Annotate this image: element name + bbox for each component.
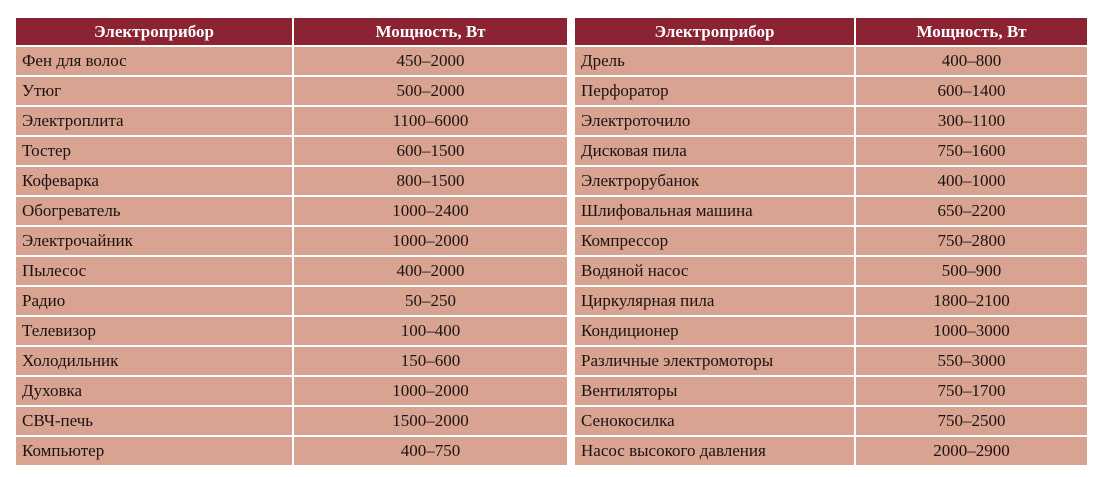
power-range-cell: 50–250 xyxy=(293,286,567,316)
table-row xyxy=(16,376,567,406)
device-name-cell: Кондиционер xyxy=(575,316,855,346)
table-row xyxy=(575,196,1087,226)
device-name-cell: Пылесос xyxy=(16,256,293,286)
column-header-device: Электроприбор xyxy=(16,18,293,46)
appliance-power-table-right xyxy=(575,18,1087,465)
table-row xyxy=(16,196,567,226)
device-name-cell: Утюг xyxy=(16,76,293,106)
device-name-cell: СВЧ-печь xyxy=(16,406,293,436)
device-name-cell: Циркулярная пила xyxy=(575,286,855,316)
device-name-cell: Шлифовальная машина xyxy=(575,196,855,226)
table-row xyxy=(575,286,1087,316)
power-range-cell: 650–2200 xyxy=(855,196,1087,226)
device-name-cell: Компьютер xyxy=(16,436,293,465)
table-row xyxy=(575,106,1087,136)
device-name-cell: Фен для волос xyxy=(16,46,293,76)
device-name-cell: Компрессор xyxy=(575,226,855,256)
device-name-cell: Перфоратор xyxy=(575,76,855,106)
power-range-cell: 750–1600 xyxy=(855,136,1087,166)
table-row xyxy=(16,256,567,286)
table-header-row xyxy=(16,18,567,46)
table-row xyxy=(575,46,1087,76)
table-row xyxy=(16,136,567,166)
table-row xyxy=(575,256,1087,286)
power-range-cell: 400–1000 xyxy=(855,166,1087,196)
device-name-cell: Сенокосилка xyxy=(575,406,855,436)
table-row xyxy=(16,46,567,76)
table-row xyxy=(16,436,567,465)
device-name-cell: Электроплита xyxy=(16,106,293,136)
power-range-cell: 400–2000 xyxy=(293,256,567,286)
power-range-cell: 600–1400 xyxy=(855,76,1087,106)
device-name-cell: Тостер xyxy=(16,136,293,166)
table-row xyxy=(16,226,567,256)
column-header-power: Мощность, Вт xyxy=(293,18,567,46)
power-range-cell: 750–2500 xyxy=(855,406,1087,436)
power-range-cell: 100–400 xyxy=(293,316,567,346)
power-range-cell: 500–900 xyxy=(855,256,1087,286)
table-row xyxy=(575,346,1087,376)
power-range-cell: 750–1700 xyxy=(855,376,1087,406)
table-row xyxy=(16,346,567,376)
power-range-cell: 1100–6000 xyxy=(293,106,567,136)
table-row xyxy=(575,76,1087,106)
device-name-cell: Дисковая пила xyxy=(575,136,855,166)
power-range-cell: 600–1500 xyxy=(293,136,567,166)
appliance-power-table-left xyxy=(16,18,567,465)
table-row xyxy=(16,76,567,106)
power-range-cell: 1500–2000 xyxy=(293,406,567,436)
power-range-cell: 1000–2400 xyxy=(293,196,567,226)
device-name-cell: Электрорубанок xyxy=(575,166,855,196)
table-row xyxy=(16,406,567,436)
device-name-cell: Различные электромоторы xyxy=(575,346,855,376)
device-name-cell: Телевизор xyxy=(16,316,293,346)
table-row xyxy=(16,166,567,196)
column-header-device: Электроприбор xyxy=(575,18,855,46)
device-name-cell: Духовка xyxy=(16,376,293,406)
device-name-cell: Дрель xyxy=(575,46,855,76)
power-range-cell: 550–3000 xyxy=(855,346,1087,376)
device-name-cell: Электрочайник xyxy=(16,226,293,256)
power-range-cell: 1000–3000 xyxy=(855,316,1087,346)
table-row xyxy=(575,316,1087,346)
power-range-cell: 1000–2000 xyxy=(293,376,567,406)
table-row xyxy=(16,286,567,316)
table-row xyxy=(16,106,567,136)
device-name-cell: Радио xyxy=(16,286,293,316)
table-row xyxy=(575,166,1087,196)
table-header-row xyxy=(575,18,1087,46)
device-name-cell: Электроточило xyxy=(575,106,855,136)
table-row xyxy=(575,406,1087,436)
device-name-cell: Обогреватель xyxy=(16,196,293,226)
table-row xyxy=(575,226,1087,256)
table-row xyxy=(575,376,1087,406)
power-range-cell: 1800–2100 xyxy=(855,286,1087,316)
table-row xyxy=(16,316,567,346)
power-range-cell: 1000–2000 xyxy=(293,226,567,256)
power-range-cell: 2000–2900 xyxy=(855,436,1087,465)
power-range-cell: 150–600 xyxy=(293,346,567,376)
power-range-cell: 400–750 xyxy=(293,436,567,465)
device-name-cell: Вентиляторы xyxy=(575,376,855,406)
device-name-cell: Водяной насос xyxy=(575,256,855,286)
power-range-cell: 400–800 xyxy=(855,46,1087,76)
device-name-cell: Холодильник xyxy=(16,346,293,376)
table-row xyxy=(575,436,1087,465)
power-range-cell: 500–2000 xyxy=(293,76,567,106)
table-row xyxy=(575,136,1087,166)
power-range-cell: 750–2800 xyxy=(855,226,1087,256)
column-header-power: Мощность, Вт xyxy=(855,18,1087,46)
power-range-cell: 450–2000 xyxy=(293,46,567,76)
device-name-cell: Насос высокого давления xyxy=(575,436,855,465)
power-range-cell: 800–1500 xyxy=(293,166,567,196)
power-range-cell: 300–1100 xyxy=(855,106,1087,136)
device-name-cell: Кофеварка xyxy=(16,166,293,196)
